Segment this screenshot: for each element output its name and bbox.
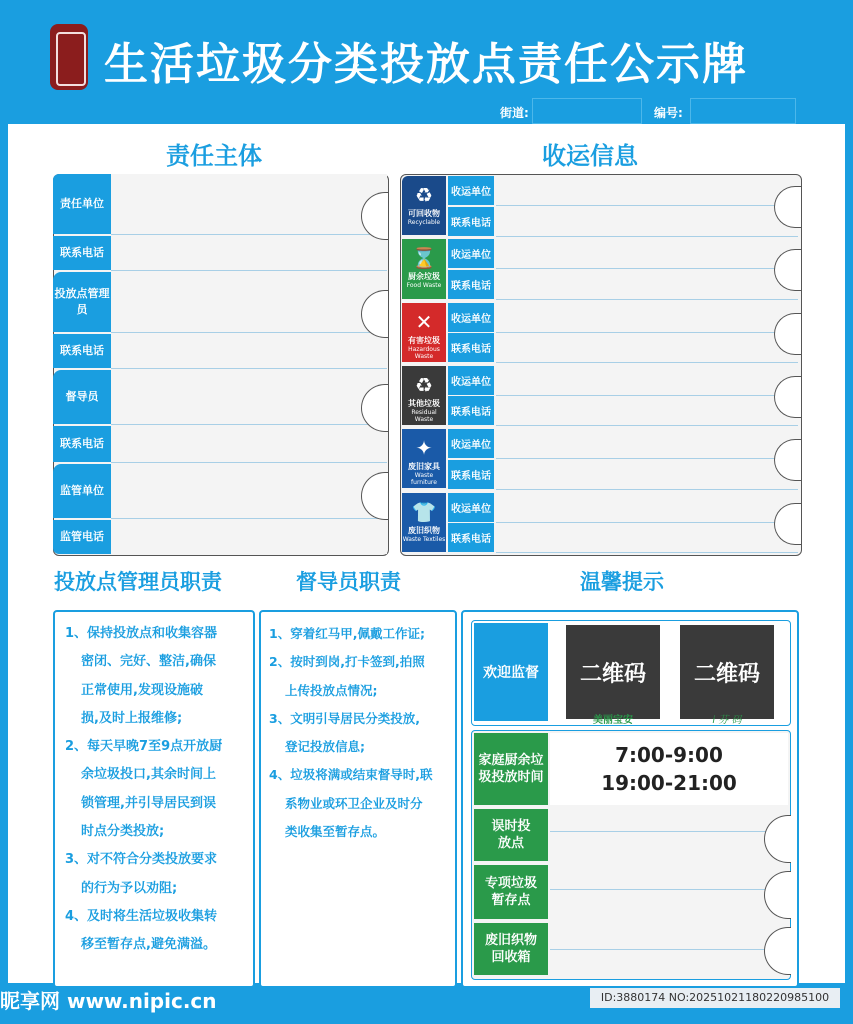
food-time-label: 家庭厨余垃圾投放时间 bbox=[474, 733, 548, 805]
resp-label-regulator: 监管单位 bbox=[53, 464, 111, 518]
waste-icon-3 bbox=[402, 366, 446, 425]
collection-value-unit[interactable] bbox=[496, 493, 798, 523]
collection-value-phone[interactable] bbox=[496, 333, 798, 363]
resp-value-supervisor[interactable] bbox=[111, 370, 387, 425]
collection-label-unit: 收运单位 bbox=[448, 303, 494, 332]
duty-line: 4、垃圾将满或结束督导时,联 bbox=[269, 767, 433, 783]
resp-value-manager[interactable] bbox=[111, 272, 387, 333]
waste-name: 可回收物 bbox=[408, 209, 440, 218]
resp-label-supervisor: 督导员 bbox=[53, 370, 111, 424]
supervisor-duties-list bbox=[269, 620, 432, 846]
qr-box bbox=[471, 620, 791, 726]
waste-name: 厨余垃圾 bbox=[408, 272, 440, 282]
qr-caption-2: i 芬 码 bbox=[712, 715, 742, 726]
street-label: 街道: bbox=[500, 106, 529, 120]
collection-value-phone[interactable] bbox=[496, 523, 798, 553]
responsibility-table bbox=[53, 174, 387, 554]
resp-label-phone-3: 联系电话 bbox=[53, 426, 111, 462]
waste-name: 有害垃圾 bbox=[408, 335, 440, 345]
duty-line: 类收集至暂存点。 bbox=[285, 824, 386, 840]
duty-line: 系物业或环卫企业及时分 bbox=[285, 795, 423, 811]
collection-label-unit: 收运单位 bbox=[448, 239, 494, 268]
resp-value-phone-3[interactable] bbox=[111, 426, 387, 463]
duty-line: 上传投放点情况; bbox=[285, 682, 378, 698]
duty-line: 余垃圾投口,其余时间上 bbox=[81, 767, 216, 783]
collection-value-unit[interactable] bbox=[496, 429, 798, 459]
watermark-id: ID:3880174 NO:20251021180220985100 bbox=[590, 988, 840, 1008]
waste-glyph-icon: ♻ bbox=[415, 183, 433, 207]
late-drop-label: 误时投放点 bbox=[474, 809, 548, 861]
resp-value-regulator[interactable] bbox=[111, 464, 387, 519]
resp-label-manager: 投放点管理员 bbox=[53, 272, 111, 332]
street-field[interactable] bbox=[532, 98, 642, 124]
collection-title: 收运信息 bbox=[542, 142, 638, 170]
duty-line: 正常使用,发现设施破 bbox=[81, 682, 203, 698]
duty-line: 2、每天早晚7至9点开放厨 bbox=[65, 739, 223, 755]
waste-glyph-icon: 👕 bbox=[411, 499, 437, 524]
waste-name-en: Waste furniture bbox=[411, 472, 437, 487]
waste-icon-5 bbox=[402, 493, 446, 552]
duty-line: 密闭、完好、整洁,确保 bbox=[81, 654, 216, 670]
collection-value-phone[interactable] bbox=[496, 460, 798, 490]
resp-label-unit: 责任单位 bbox=[53, 174, 111, 234]
notice-board bbox=[8, 124, 845, 983]
collection-value-phone[interactable] bbox=[496, 396, 798, 426]
qr-code-2[interactable]: 二维码 bbox=[680, 625, 774, 719]
waste-glyph-icon: ♻ bbox=[415, 372, 433, 397]
resp-label-phone-2: 联系电话 bbox=[53, 334, 111, 368]
duty-line: 登记投放信息; bbox=[285, 739, 365, 755]
tips-panel bbox=[461, 610, 799, 988]
collection-table bbox=[400, 174, 800, 554]
waste-name: 废旧织物 bbox=[408, 525, 440, 535]
collection-label-unit: 收运单位 bbox=[448, 366, 494, 395]
manager-duties-list bbox=[65, 620, 222, 960]
insert-tab bbox=[764, 871, 791, 919]
collection-value-unit[interactable] bbox=[496, 239, 798, 269]
special-waste-label: 专项垃圾暂存点 bbox=[474, 865, 548, 919]
tips-title: 温馨提示 bbox=[580, 570, 664, 594]
time-evening: 19:00-21:00 bbox=[601, 771, 737, 795]
watermark-site: 昵享网 www.nipic.cn bbox=[0, 989, 217, 1013]
time-values bbox=[550, 733, 788, 805]
insert-tab bbox=[764, 927, 791, 975]
duty-line: 1、穿着红马甲,佩戴工作证; bbox=[269, 626, 425, 641]
welcome-label: 欢迎监督 bbox=[474, 623, 548, 721]
responsibility-title: 责任主体 bbox=[166, 142, 262, 170]
collection-value-unit[interactable] bbox=[496, 366, 798, 396]
qr-code-1[interactable]: 二维码 bbox=[566, 625, 660, 719]
collection-label-unit: 收运单位 bbox=[448, 176, 494, 205]
collection-label-phone: 联系电话 bbox=[448, 207, 494, 236]
duty-line: 损,及时上报维修; bbox=[81, 710, 183, 726]
waste-name-en: Hazardous Waste bbox=[408, 345, 440, 360]
insert-tab bbox=[764, 815, 791, 863]
waste-name-en: Residual Waste bbox=[411, 408, 437, 423]
duty-line: 1、保持投放点和收集容器 bbox=[65, 626, 218, 641]
supervisor-duties-title: 督导员职责 bbox=[296, 570, 401, 594]
collection-label-unit: 收运单位 bbox=[448, 429, 494, 458]
resp-value-phone-2[interactable] bbox=[111, 334, 387, 369]
collection-label-phone: 联系电话 bbox=[448, 270, 494, 299]
waste-name-en: Food Waste bbox=[406, 282, 442, 290]
time-box bbox=[471, 730, 791, 980]
collection-value-phone[interactable] bbox=[496, 207, 798, 237]
resp-label-phone-1: 联系电话 bbox=[53, 236, 111, 270]
header bbox=[0, 0, 853, 124]
resp-value-unit[interactable] bbox=[111, 174, 387, 235]
waste-name: 废旧家具 bbox=[408, 462, 440, 472]
resp-value-phone-1[interactable] bbox=[111, 236, 387, 271]
collection-label-phone: 联系电话 bbox=[448, 523, 494, 552]
waste-glyph-icon: ✕ bbox=[415, 309, 433, 334]
duty-line: 时点分类投放; bbox=[81, 824, 165, 840]
duty-line: 2、按时到岗,打卡签到,拍照 bbox=[269, 654, 425, 670]
waste-name-en: Waste Textiles bbox=[402, 535, 446, 543]
duty-line: 3、文明引导居民分类投放, bbox=[269, 710, 420, 726]
duty-line: 的行为予以劝阻; bbox=[81, 880, 178, 896]
number-field[interactable] bbox=[690, 98, 796, 124]
collection-value-unit[interactable] bbox=[496, 303, 798, 333]
waste-icon-2 bbox=[402, 303, 446, 362]
waste-icon-1 bbox=[402, 239, 446, 298]
waste-glyph-icon: ⌛ bbox=[411, 246, 437, 271]
textile-bin-label: 废旧织物回收箱 bbox=[474, 923, 548, 975]
supervisor-duties-panel bbox=[259, 610, 457, 988]
duty-line: 锁管理,并引导居民到误 bbox=[81, 795, 216, 811]
waste-icon-0 bbox=[402, 176, 446, 235]
resp-value-regulator-phone[interactable] bbox=[111, 520, 387, 554]
collection-label-phone: 联系电话 bbox=[448, 333, 494, 362]
manager-duties-title: 投放点管理员职责 bbox=[54, 570, 222, 594]
waste-icon-4 bbox=[402, 429, 446, 488]
duty-line: 4、及时将生活垃圾收集转 bbox=[65, 908, 218, 924]
qr-caption-1: 美丽宝安 bbox=[593, 715, 633, 726]
manager-duties-panel bbox=[53, 610, 255, 988]
number-label: 编号: bbox=[654, 106, 683, 120]
page-title: 生活垃圾分类投放点责任公示牌 bbox=[104, 39, 748, 90]
duty-line: 3、对不符合分类投放要求 bbox=[65, 852, 218, 868]
seal-logo bbox=[50, 24, 88, 90]
resp-label-regulator-phone: 监管电话 bbox=[53, 520, 111, 554]
waste-name: 其他垃圾 bbox=[408, 398, 440, 408]
waste-name-en: Recyclable bbox=[407, 219, 441, 226]
duty-line: 移至暂存点,避免满溢。 bbox=[81, 937, 216, 953]
collection-value-phone[interactable] bbox=[496, 270, 798, 300]
waste-glyph-icon: ✦ bbox=[415, 436, 433, 461]
collection-label-phone: 联系电话 bbox=[448, 396, 494, 425]
collection-label-phone: 联系电话 bbox=[448, 460, 494, 489]
collection-label-unit: 收运单位 bbox=[448, 493, 494, 522]
collection-value-unit[interactable] bbox=[496, 176, 798, 206]
time-morning: 7:00-9:00 bbox=[615, 743, 723, 767]
